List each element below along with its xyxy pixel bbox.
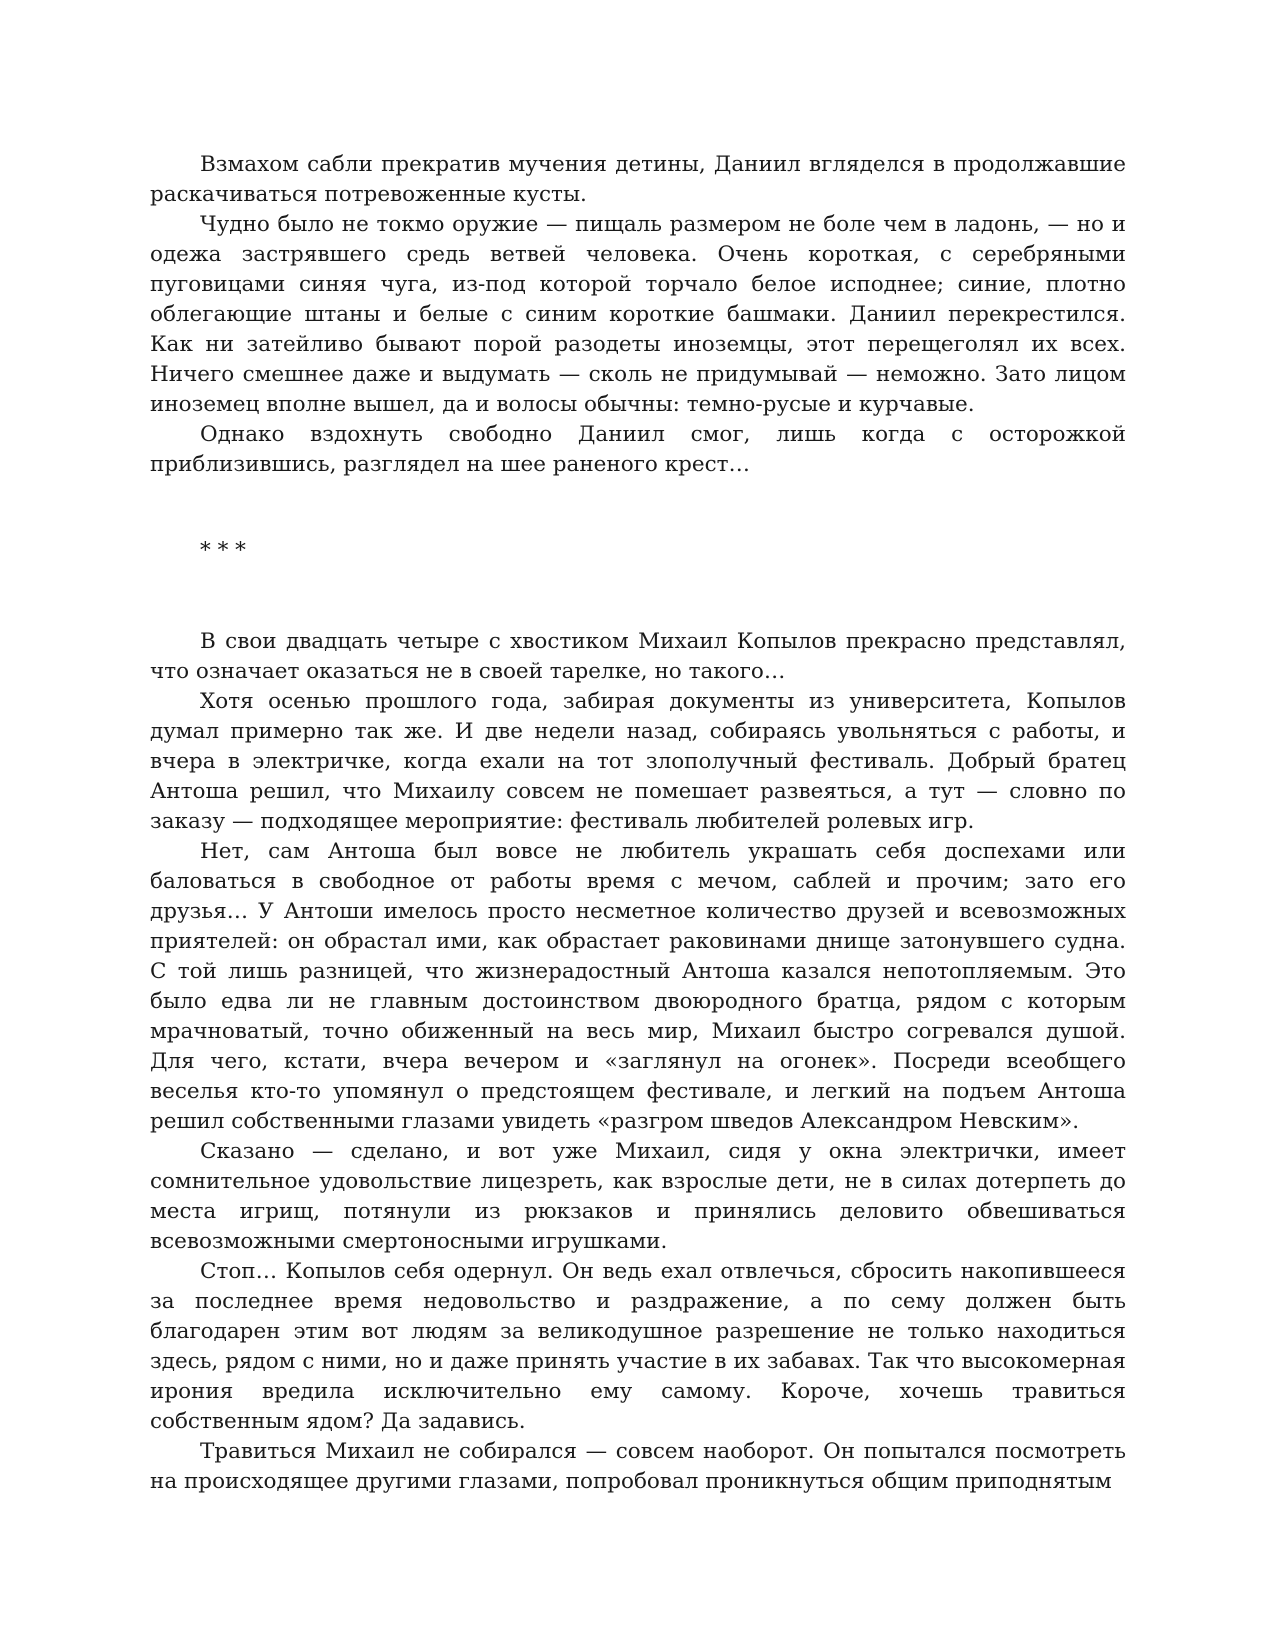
section-separator: * * * [200,538,246,563]
paragraph: Травиться Михаил не собирался — совсем наоборот. Он попытался посмотреть на происходящее другими глазами, попробовал проникнуться общим приподнятым [150,1439,1126,1494]
paragraph: Чудно было не токмо оружие — пищаль размером не боле чем в ладонь, — но и одежа застрявшего средь ветвей человека. Очень короткая, с серебряными пуговицами синяя чуга, из-под которой торчало белое исподнее; синие, плотно облегающие штаны и белые с синим короткие башмаки. Даниил перекрестился. Как ни затейливо бывают порой разодеты иноземцы, этот перещеголял их всех. Ничего смешнее даже и выдумать — сколь не придумывай — неможно. Зато лицом иноземец вполне вышел, да и волосы обычны: темно-русые и курчавые. [150,212,1126,417]
text-section-one [150,150,1126,480]
paragraph: Нет, сам Антоша был вовсе не любитель украшать себя доспехами или баловаться в свободное от работы время с мечом, саблей и прочим; зато его друзья… У Антоши имелось просто несметное количество друзей и всевозможных приятелей: он обрастал ими, как обрастает раковинами днище затонувшего судна. С той лишь разницей, что жизнерадостный Антоша казался непотопляемым. Это было едва ли не главным достоинством двоюродного братца, рядом с которым мрачноватый, точно обиженный на весь мир, Михаил быстро согревался душой. Для чего, кстати, вчера вечером и «заглянул на огонек». Посреди всеобщего веселья кто-то упомянул о предстоящем фестивале, и легкий на подъем Антоша решил собственными глазами увидеть «разгром шведов Александром Невским». [150,839,1126,1134]
text-section-two [150,627,1126,1497]
paragraph: Однако вздохнуть свободно Даниил смог, лишь когда с осторожкой приблизившись, разглядел на шее раненого крест… [150,422,1126,477]
paragraph: Стоп… Копылов себя одернул. Он ведь ехал отвлечься, сбросить накопившееся за последнее время недовольство и раздражение, а по сему должен быть благодарен этим вот людям за великодушное разрешение не только находиться здесь, рядом с ними, но и даже принять участие в их забавах. Так что высокомерная ирония вредила исключительно ему самому. Короче, хочешь травиться собственным ядом? Да задавись. [150,1259,1126,1434]
paragraph: Взмахом сабли прекратив мучения детины, Даниил вгляделся в продолжавшие раскачиваться потревоженные кусты. [150,152,1126,207]
paragraph: В свои двадцать четыре с хвостиком Михаил Копылов прекрасно представлял, что означает оказаться не в своей тарелке, но такого… [150,629,1126,684]
paragraph: Хотя осенью прошлого года, забирая документы из университета, Копылов думал примерно так же. И две недели назад, собираясь увольняться с работы, и вчера в электричке, когда ехали на тот злополучный фестиваль. Добрый братец Антоша решил, что Михаилу совсем не помешает развеяться, а тут — словно по заказу — подходящее мероприятие: фестиваль любителей ролевых игр. [150,689,1126,834]
paragraph: Сказано — сделано, и вот уже Михаил, сидя у окна электрички, имеет сомнительное удовольствие лицезреть, как взрослые дети, не в силах дотерпеть до места игрищ, потянули из рюкзаков и принялись деловито обвешиваться всевозможными смертоносными игрушками. [150,1139,1126,1254]
